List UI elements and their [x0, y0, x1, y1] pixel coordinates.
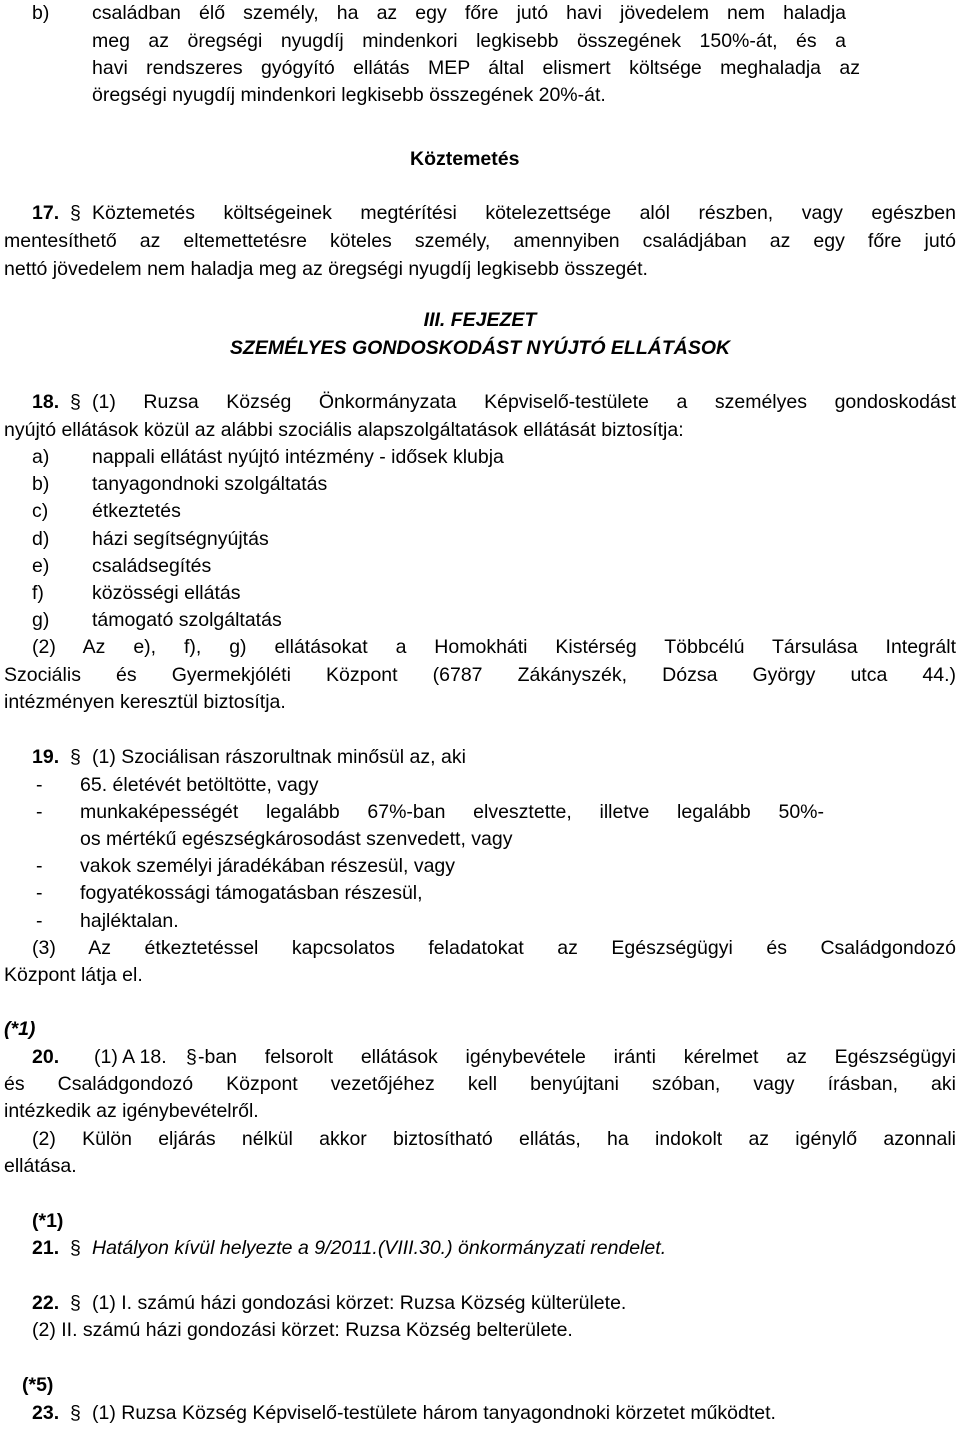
list-item: fogyatékossági támogatásban részesül,	[80, 882, 423, 904]
section-sign-icon: §	[70, 391, 81, 413]
section-sign-icon: §	[70, 1402, 81, 1424]
list-marker: d)	[32, 528, 50, 550]
text-line: Szociális és Gyermekjóléti Központ (6787 Zákányszék, Dózsa György utca 44.)	[4, 664, 956, 686]
amendment-note: (*1)	[32, 1210, 64, 1232]
text-line: Központ látja el.	[4, 964, 143, 986]
list-item: közösségi ellátás	[92, 582, 241, 604]
list-marker: a)	[32, 446, 50, 468]
list-item: étkeztetés	[92, 500, 181, 522]
list-marker: b)	[32, 473, 50, 495]
list-item: 65. életévét betöltötte, vagy	[80, 774, 319, 796]
list-marker: c)	[32, 500, 49, 522]
section-sign-icon: §	[186, 1046, 197, 1068]
text-line: (1) Szociálisan rászorultnak minősül az, aki	[92, 746, 466, 768]
amendment-note: (*1)	[4, 1018, 36, 1040]
paragraph-number: 19.	[32, 746, 60, 768]
list-item: tanyagondnoki szolgáltatás	[92, 473, 328, 495]
section-heading: Köztemetés	[410, 148, 520, 170]
text-line: (2) Külön eljárás nélkül akkor biztosítható ellátás, ha indokolt az igénylő azonnali	[32, 1128, 956, 1150]
text-line: nettó jövedelem nem haladja meg az öregségi nyugdíj legkisebb összegét.	[4, 258, 648, 280]
text-line: (1) A 18.	[94, 1046, 167, 1068]
text-line: (3) Az étkeztetéssel kapcsolatos feladatokat az Egészségügyi és Családgondozó	[32, 937, 956, 959]
paragraph-number: 18.	[32, 391, 60, 413]
list-item: házi segítségnyújtás	[92, 528, 269, 550]
section-sign-icon: §	[70, 746, 81, 768]
paragraph-number: 22.	[32, 1292, 60, 1314]
list-marker-b: b)	[32, 2, 50, 24]
text-line: intézményen keresztül biztosítja.	[4, 691, 286, 713]
text-line: öregségi nyugdíj mindenkori legkisebb összegének 20%-át.	[92, 84, 606, 106]
section-sign-icon: §	[70, 202, 81, 224]
list-item: os mértékű egészségkárosodást szenvedett, vagy	[80, 828, 513, 850]
dash-marker: -	[36, 801, 43, 823]
text-line: családban élő személy, ha az egy főre jutó havi jövedelem nem haladja	[92, 2, 846, 24]
text-line: (1) Ruzsa Község Képviselő-testülete három tanyagondnoki körzetet működtet.	[92, 1402, 776, 1424]
list-item: családsegítés	[92, 555, 212, 577]
list-item: nappali ellátást nyújtó intézmény - idősek klubja	[92, 446, 504, 468]
text-line: Hatályon kívül helyezte a 9/2011.(VIII.30.) önkormányzati rendelet.	[92, 1237, 667, 1259]
text-line: meg az öregségi nyugdíj mindenkori legkisebb összegének 150%-át, és a	[92, 30, 846, 52]
list-item: támogató szolgáltatás	[92, 609, 282, 631]
paragraph-number: 17.	[32, 202, 60, 224]
dash-marker: -	[36, 882, 43, 904]
text-line: és Családgondozó Központ vezetőjéhez kell benyújtani szóban, vagy írásban, aki	[4, 1073, 956, 1095]
section-sign-icon: §	[70, 1292, 81, 1314]
dash-marker: -	[36, 855, 43, 877]
text-line: -ban felsorolt ellátások igénybevétele iránti kérelmet az Egészségügyi	[198, 1046, 956, 1068]
list-item: hajléktalan.	[80, 910, 179, 932]
chapter-subtitle: SZEMÉLYES GONDOSKODÁST NYÚJTÓ ELLÁTÁSOK	[229, 337, 731, 359]
text-line: (2) II. számú házi gondozási körzet: Ruzsa Község belterülete.	[32, 1319, 573, 1341]
paragraph-number: 20.	[32, 1046, 60, 1068]
dash-marker: -	[36, 774, 43, 796]
text-line: ellátása.	[4, 1155, 77, 1177]
text-line: (1) Ruzsa Község Önkormányzata Képviselő-testülete a személyes gondoskodást	[92, 391, 956, 413]
text-line: nyújtó ellátások közül az alábbi szociális alapszolgáltatások ellátását biztosítja:	[4, 419, 684, 441]
text-line: intézkedik az igénybevételről.	[4, 1100, 259, 1122]
list-item: munkaképességét legalább 67%-ban elvesztette, illetve legalább 50%-	[80, 801, 824, 823]
text-line: mentesíthető az eltemettetésre köteles személy, amennyiben családjában az egy főre jutó	[4, 230, 956, 252]
list-marker: f)	[32, 582, 44, 604]
amendment-note: (*5)	[22, 1374, 54, 1396]
text-line: havi rendszeres gyógyító ellátás MEP által elismert költsége meghaladja az	[92, 57, 860, 79]
text-line: (2) Az e), f), g) ellátásokat a Homokháti Kistérség Többcélú Társulása Integrált	[32, 636, 956, 658]
section-sign-icon: §	[70, 1237, 81, 1259]
list-marker: g)	[32, 609, 50, 631]
text-line: (1) I. számú házi gondozási körzet: Ruzsa Község külterülete.	[92, 1292, 627, 1314]
chapter-title: III. FEJEZET	[423, 309, 537, 331]
dash-marker: -	[36, 910, 43, 932]
paragraph-number: 21.	[32, 1237, 60, 1259]
list-item: vakok személyi járadékában részesül, vagy	[80, 855, 456, 877]
text-line: Köztemetés költségeinek megtérítési kötelezettsége alól részben, vagy egészben	[92, 202, 956, 224]
paragraph-number: 23.	[32, 1402, 60, 1424]
list-marker: e)	[32, 555, 50, 577]
